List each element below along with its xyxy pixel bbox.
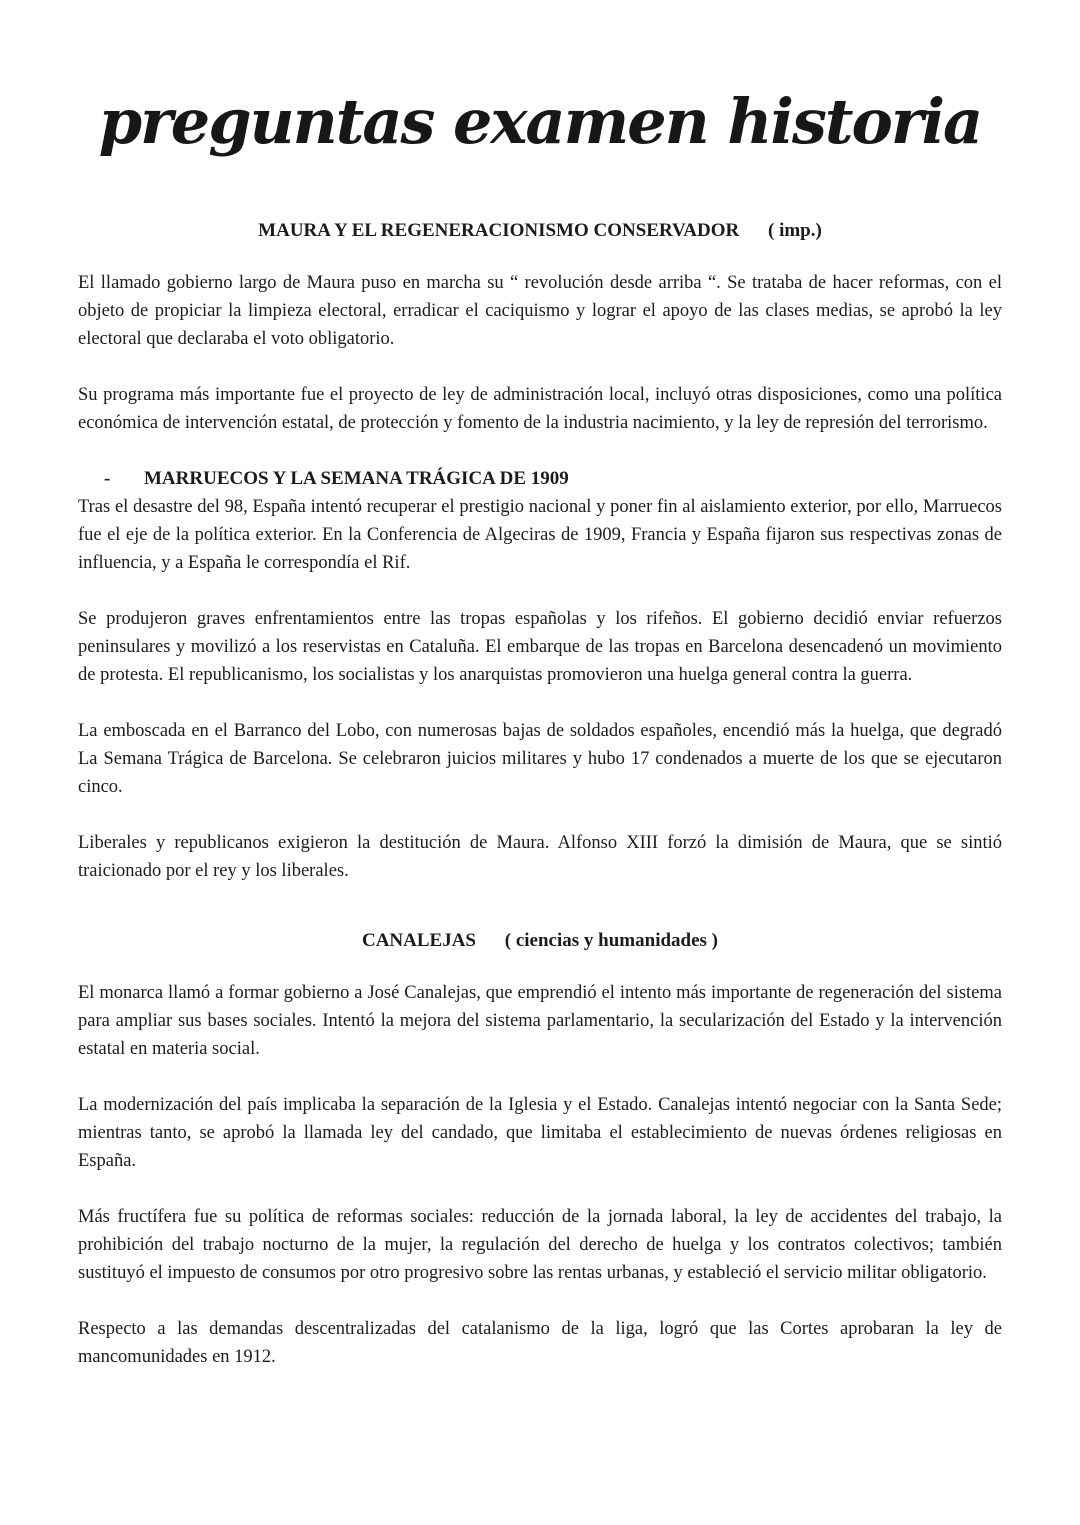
paragraph: El llamado gobierno largo de Maura puso en marcha su “ revolución desde arriba “. Se trataba de hacer reformas, con el objeto de propiciar la limpieza electoral, erradicar el caciquismo y lograr el apoyo de las clases medias, se aprobó la ley electoral que declaraba el voto obligatorio. [78, 273, 1002, 350]
paragraph: Tras el desastre del 98, España intentó recuperar el prestigio nacional y poner fin al aislamiento exterior, por ello, Marruecos fue el eje de la política exterior. En la Conferencia de Algeciras de 1909, Francia y España fijaron sus respectivas zonas de influencia, y a España le correspondía el Rif. [78, 497, 1002, 574]
paragraph: La modernización del país implicaba la separación de la Iglesia y el Estado. Canalejas intentó negociar con la Santa Sede; mientras tanto, se aprobó la llamada ley del candado, que limitaba el establecimiento de nuevas órdenes religiosas en España. [78, 1095, 1002, 1172]
document-title: preguntas examen historia [98, 85, 982, 158]
paragraph: Su programa más importante fue el proyecto de ley de administración local, incluyó otras disposiciones, como una política económica de intervención estatal, de protección y fomento de la industria nacimiento, y la ley de represión del terrorismo. [78, 385, 1002, 434]
subsection-dash: - [104, 468, 111, 490]
subsection-heading-marruecos [78, 465, 1002, 493]
paragraph: Se produjeron graves enfrentamientos entre las tropas españolas y los rifeños. El gobierno decidió enviar refuerzos peninsulares y movilizó a los reservistas en Cataluña. El embarque de las tropas en Barcelona desencadenó un movimiento de protesta. El republicanismo, los socialistas y los anarquistas promovieron una huelga general contra la guerra. [78, 609, 1002, 686]
paragraph: El monarca llamó a formar gobierno a José Canalejas, que emprendió el intento más importante de regeneración del sistema para ampliar sus bases sociales. Intentó la mejora del sistema parlamentario, la secularización del Estado y la intervención estatal en materia social. [78, 983, 1002, 1060]
section-heading-text: MAURA Y EL REGENERACIONISMO CONSERVADOR [258, 220, 740, 242]
section-heading-canalejas [78, 927, 1002, 955]
section-heading-note: ( imp.) [768, 220, 822, 242]
section-heading-note: ( ciencias y humanidades ) [504, 930, 719, 952]
section-heading-maura [78, 217, 1002, 245]
subsection-heading-text: MARRUECOS Y LA SEMANA TRÁGICA DE 1909 [144, 468, 569, 490]
paragraph: La emboscada en el Barranco del Lobo, con numerosas bajas de soldados españoles, encendió más la huelga, que degradó La Semana Trágica de Barcelona. Se celebraron juicios militares y hubo 17 condenados a muerte de los que se ejecutaron cinco. [78, 721, 1002, 798]
paragraph: Más fructífera fue su política de reformas sociales: reducción de la jornada laboral, la ley de accidentes del trabajo, la prohibición del trabajo nocturno de la mujer, la regulación del derecho de huelga y los contratos colectivos; también sustituyó el impuesto de consumos por otro progresivo sobre las rentas urbanas, y estableció el servicio militar obligatorio. [78, 1207, 1002, 1284]
section-heading-text: CANALEJAS [361, 930, 477, 952]
paragraph: Respecto a las demandas descentralizadas del catalanismo de la liga, logró que las Cortes aprobaran la ley de mancomunidades en 1912. [78, 1319, 1002, 1368]
paragraph: Liberales y republicanos exigieron la destitución de Maura. Alfonso XIII forzó la dimisión de Maura, que se sintió traicionado por el rey y los liberales. [78, 833, 1002, 882]
section-canalejas [78, 927, 1002, 1371]
section-maura [78, 217, 1002, 885]
